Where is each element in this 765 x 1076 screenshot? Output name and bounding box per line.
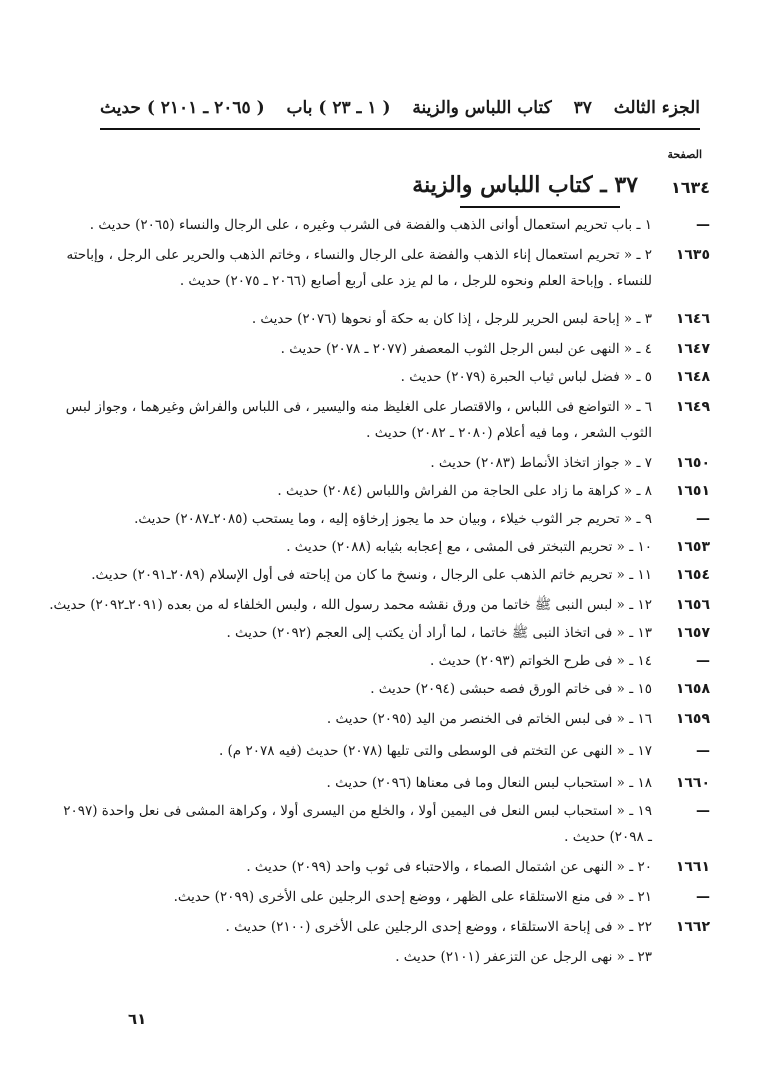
header-chapters-range: ( ١ ـ ٢٣ ) باب (286, 98, 391, 118)
entry-text: ١١ ـ « تحريم خاتم الذهب على الرجال ، ونسخ ما كان من إباحته فى أول الإسلام (٢٠٨٩ـ٢٠٩١) حديث. (91, 567, 652, 583)
entry-page: — (696, 653, 710, 669)
entry-page: ١٦٤٦ (675, 311, 710, 327)
entry-text: ٣ ـ « إباحة لبس الحرير للرجل ، إذا كان به حكة أو نحوها (٢٠٧٦) حديث . (251, 311, 652, 327)
entry-page: — (696, 803, 710, 819)
entry-page: — (696, 217, 710, 233)
entry-page: ١٦٥١ (675, 483, 710, 499)
header-volume: الجزء الثالث (613, 98, 700, 118)
entry-text: ١٣ ـ « فى اتخاذ النبى ﷺ خاتما ، لما أراد أن يكتب إلى العجم (٢٠٩٢) حديث . (226, 625, 652, 641)
entry-page: ١٦٦٠ (675, 775, 710, 791)
entry-text: ١٦ ـ « فى لبس الخاتم فى الخنصر من اليد (٢٠٩٥) حديث . (326, 711, 652, 727)
entry-page: ١٦٥٨ (675, 681, 710, 697)
header-hadith-range: ( ٢٠٦٥ ـ ٢١٠١ ) حديث (100, 98, 265, 118)
header-book-name: كتاب اللباس والزينة (412, 98, 552, 118)
page-number: ٦١ (128, 1010, 147, 1028)
entry-text: ١ ـ باب تحريم استعمال أوانى الذهب والفضة فى الشرب وغيره ، على الرجال والنساء (٢٠٦٥) حديث . (89, 217, 652, 233)
entry-text: ٢٢ ـ « فى إباحة الاستلقاء ، ووضع إحدى الرجلين على الأخرى (٢١٠٠) حديث . (225, 919, 652, 935)
entry-text: ١٥ ـ « فى خاتم الورق فصه حبشى (٢٠٩٤) حديث . (370, 681, 652, 697)
entry-text: ١٧ ـ « النهى عن التختم فى الوسطى والتى تليها (٢٠٧٨) حديث (فيه ٢٠٧٨ م) . (218, 743, 652, 759)
entry-page: ١٦٦١ (675, 859, 710, 875)
header-book-number: ٣٧ (573, 98, 592, 118)
entry-page: ١٦٦٢ (675, 919, 710, 935)
entry-text: ١٢ ـ « لبس النبى ﷺ خاتما من ورق نقشه محمد رسول الله ، ولبس الخلفاء له من بعده (٢٠٩١ـ٢٠٩٢) حديث. (49, 597, 652, 613)
entry-text: ٤ ـ « النهى عن لبس الرجل الثوب المعصفر (٢٠٧٧ ـ ٢٠٧٨) حديث . (280, 341, 652, 357)
book-title-number: ٣٧ ـ (600, 172, 638, 198)
book-title (412, 172, 710, 206)
entry-text: ١٤ ـ « فى طرح الخواتم (٢٠٩٣) حديث . (429, 653, 652, 669)
entry-text: ٢٣ ـ « نهى الرجل عن التزعفر (٢١٠١) حديث . (395, 949, 652, 965)
entry-page: ١٦٤٨ (675, 369, 710, 385)
book-title-rule (460, 206, 620, 208)
entry-page: — (696, 889, 710, 905)
entry-page: ١٦٥٠ (675, 455, 710, 471)
entry-text: ٧ ـ « جواز اتخاذ الأنماط (٢٠٨٣) حديث . (430, 455, 652, 471)
entry-text: ٢٠ ـ « النهى عن اشتمال الصماء ، والاحتباء فى ثوب واحد (٢٠٩٩) حديث . (246, 859, 652, 875)
entry-text: ١٩ ـ « استحباب لبس النعل فى اليمين أولا ، والخلع من اليسرى أولا ، وكراهة المشى فى نعل واحدة (٢٠٩٧ ـ ٢٠٩٨) حديث . (63, 803, 652, 845)
chapter-entry (60, 798, 710, 854)
chapter-entry (60, 242, 710, 298)
book-title-name: كتاب اللباس والزينة (412, 172, 593, 198)
entry-page: ١٦٥٤ (675, 567, 710, 583)
entry-page: ١٦٥٧ (675, 625, 710, 641)
entry-text: ١٨ ـ « استحباب لبس النعال وما فى معناها (٢٠٩٦) حديث . (326, 775, 652, 791)
chapter-entry (60, 394, 710, 450)
entry-text: ١٠ ـ « تحريم التبختر فى المشى ، مع إعجابه بثيابه (٢٠٨٨) حديث . (286, 539, 652, 555)
page-column-label: الصفحة (667, 148, 702, 161)
book-title-page: ١٦٣٤ (670, 178, 710, 197)
entry-page: — (696, 743, 710, 759)
entry-text: ٩ ـ « تحريم جر الثوب خيلاء ، وبيان حد ما يجوز إرخاؤه إليه ، وما يستحب (٢٠٨٥ـ٢٠٨٧) حديث. (134, 511, 652, 527)
entry-text: ٨ ـ « كراهة ما زاد على الحاجة من الفراش واللباس (٢٠٨٤) حديث . (277, 483, 652, 499)
entry-page: ١٦٣٥ (675, 247, 710, 263)
entry-page: ١٦٥٣ (675, 539, 710, 555)
entry-text: ٦ ـ « التواضع فى اللباس ، والاقتصار على الغليظ منه واليسير ، فى اللباس والفراش وغيرهما ، وجواز لبس الثوب الشعر ، وما فيه أعلام (٢٠٨٠ ـ ٢٠٨٢) حديث . (65, 399, 652, 441)
entry-page: ١٦٤٧ (675, 341, 710, 357)
running-header (100, 88, 700, 128)
entry-page: ١٦٥٩ (675, 711, 710, 727)
book-title-heading (412, 172, 638, 198)
entry-text: ٥ ـ « فضل لباس ثياب الحبرة (٢٠٧٩) حديث . (400, 369, 652, 385)
entry-page: — (696, 511, 710, 527)
entry-text: ٢ ـ « تحريم استعمال إناء الذهب والفضة على الرجال والنساء ، وخاتم الذهب والحرير على الرجل ، وإباحته للنساء . وإباحة العلم ونحوه للرجل ، ما لم يزد على أربع أصابع (٢٠٦٦ ـ ٢٠٧٥) حديث . (66, 247, 652, 289)
entry-text: ٢١ ـ « فى منع الاستلقاء على الظهر ، ووضع إحدى الرجلين على الأخرى (٢٠٩٩) حديث. (173, 889, 652, 905)
header-rule (100, 128, 700, 130)
entry-page: ١٦٥٦ (675, 597, 710, 613)
entry-page: ١٦٤٩ (675, 399, 710, 415)
